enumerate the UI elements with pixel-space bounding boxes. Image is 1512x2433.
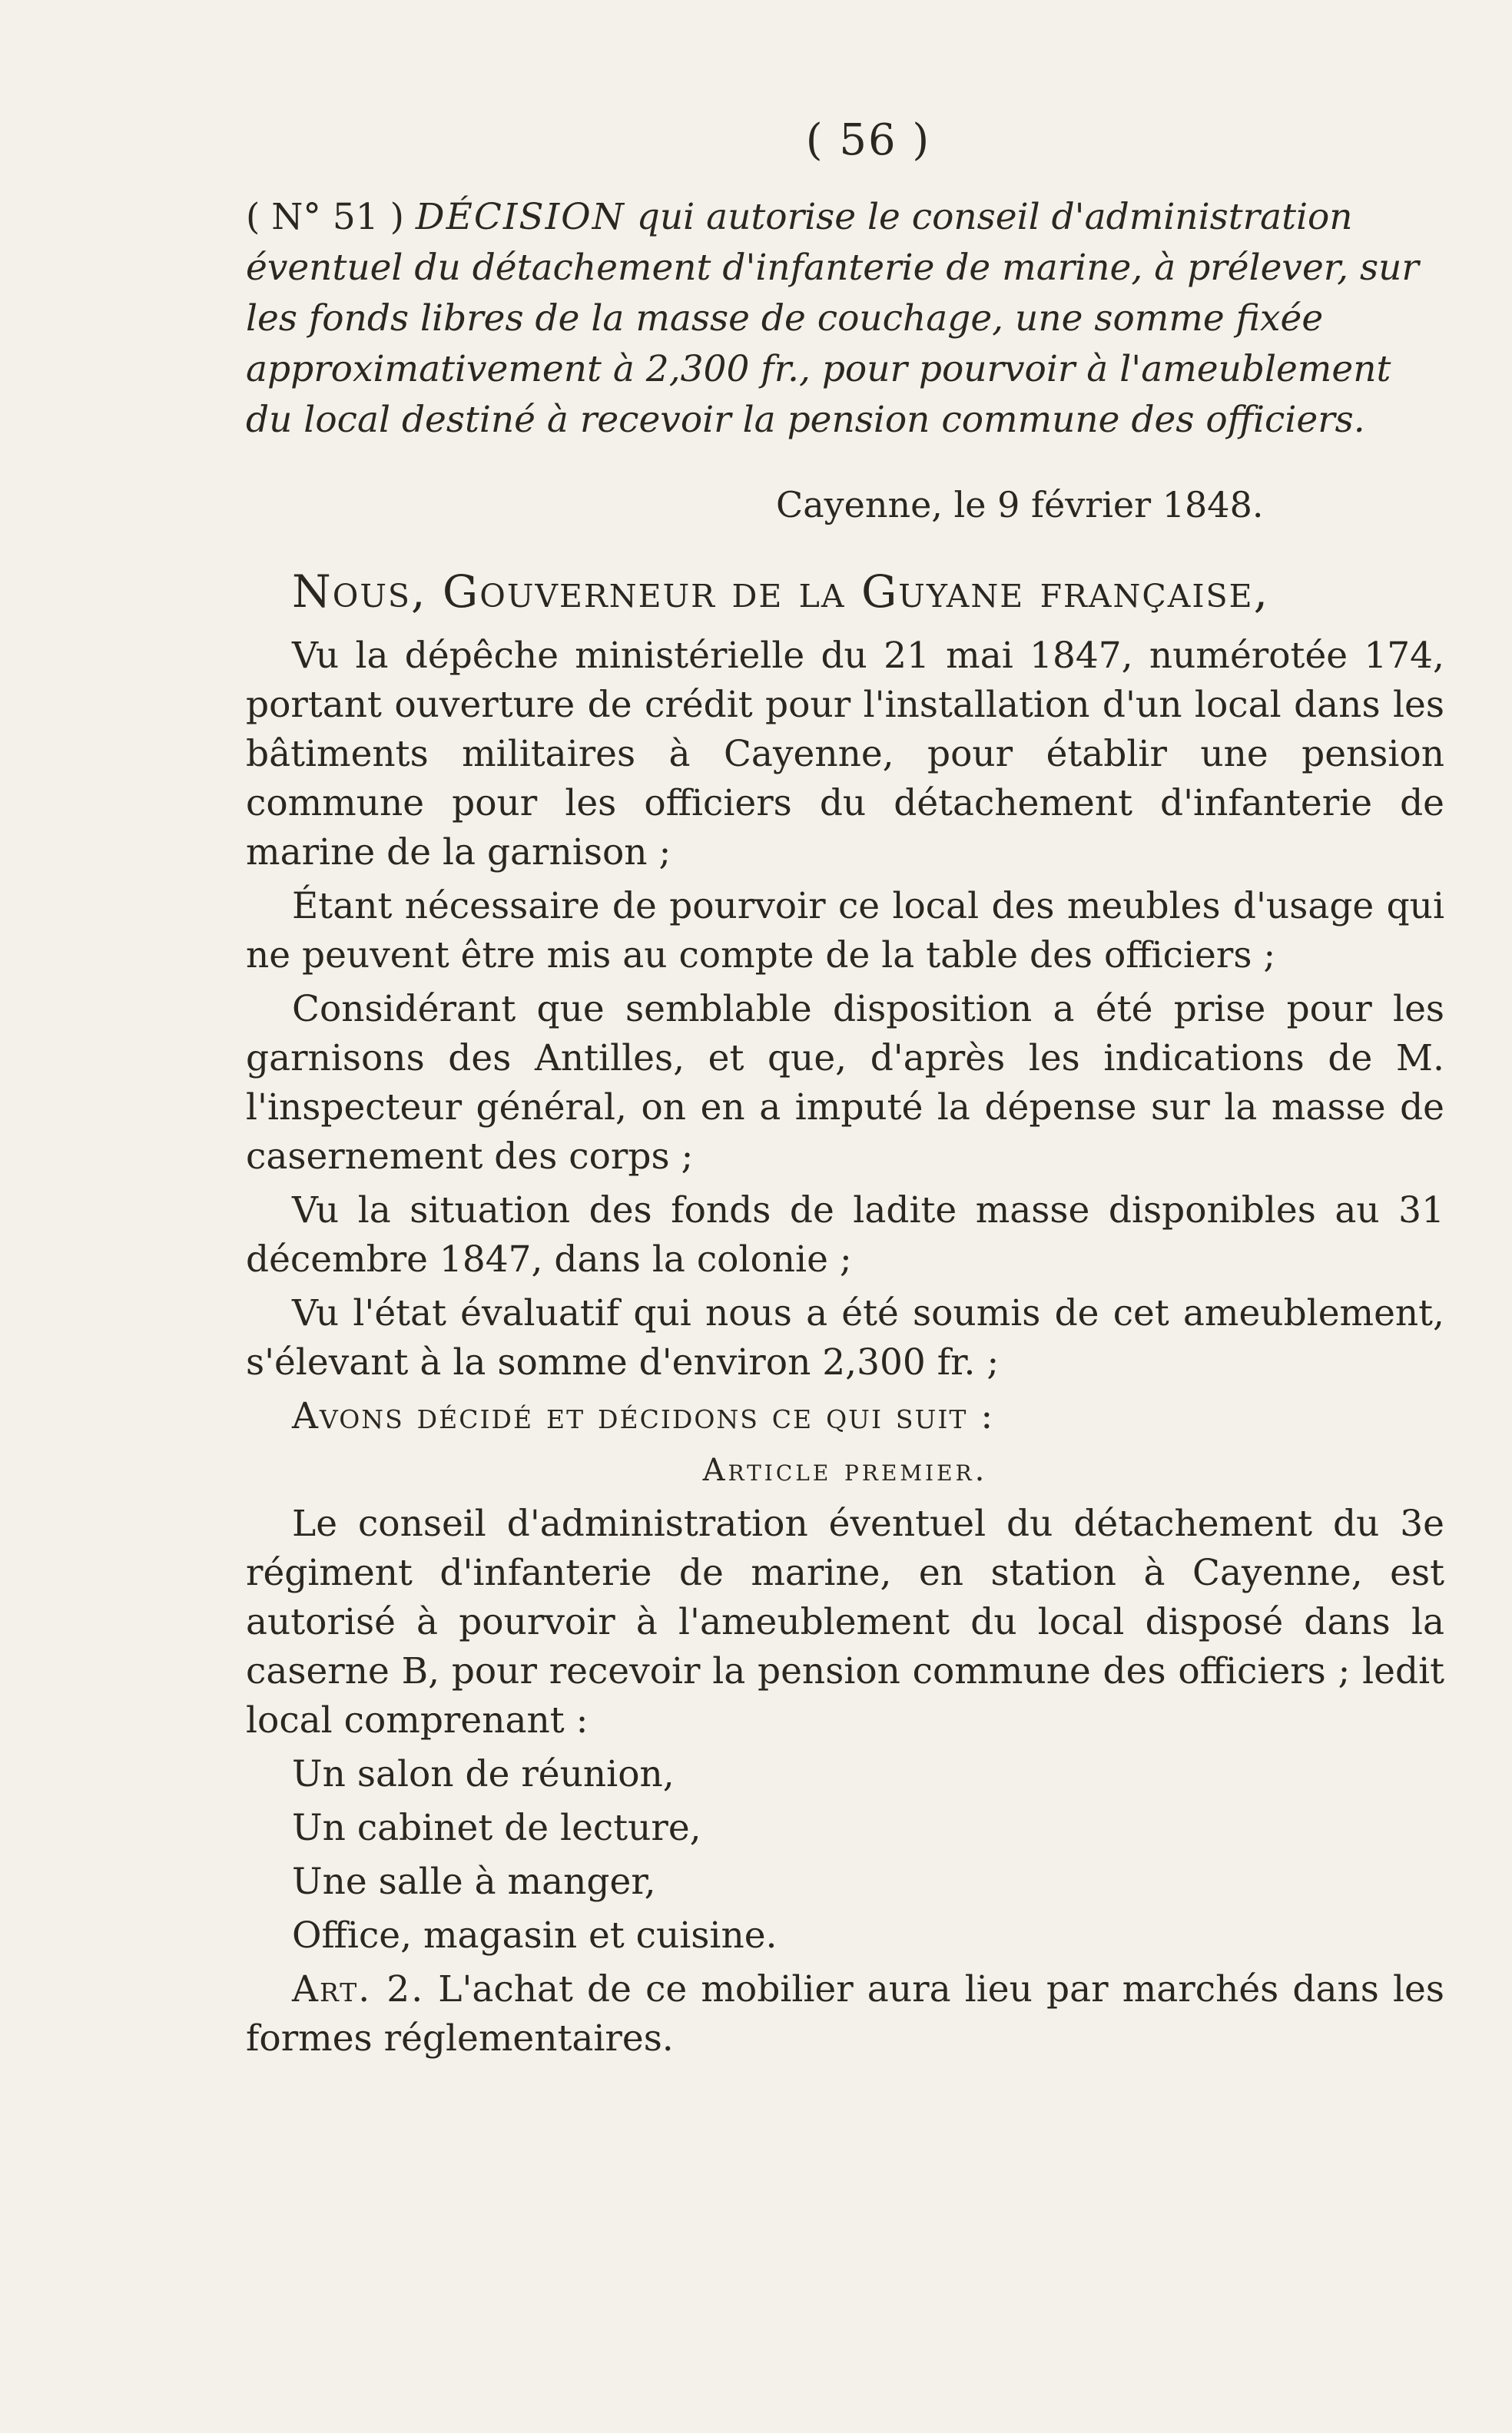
article-2 — [246, 1965, 1444, 2063]
considerant-5: Vu l'état évaluatif qui nous a été soumis de cet ameublement, s'élevant à la somme d'environ 2,300 fr. ; — [246, 1292, 1444, 1384]
list-item: Une salle à manger, — [292, 1861, 656, 1903]
article-2-label: Art. 2. — [292, 1968, 425, 2010]
considerant-1: Vu la dépêche ministérielle du 21 mai 1847, numérotée 174, portant ouverture de crédit pour l'installation d'un local dans les bâtiments militaires à Cayenne, pour établir une pension commune pour les officiers du détachement d'infanterie de marine de la garnison ; — [246, 635, 1444, 873]
decision-title-word: DÉCISION — [415, 196, 625, 238]
article-premier-text: Le conseil d'administration éventuel du détachement du 3e régiment d'infanterie de marine, en station à Cayenne, est autorisé à pourvoir à l'ameublement du local disposé dans la caserne B, pour recevoir la pension commune des officiers ; ledit local comprenant : — [246, 1503, 1444, 1742]
considerant-3: Considérant que semblable disposition a été prise pour les garnisons des Antilles, et que, d'après les indications de M. l'inspecteur général, on en a imputé la dépense sur la masse de casernement des corps ; — [246, 988, 1444, 1178]
page-number: ( 56 ) — [805, 115, 931, 165]
list-item: Office, magasin et cuisine. — [292, 1914, 778, 1957]
list-item: Un salon de réunion, — [292, 1753, 675, 1795]
document-body — [246, 561, 1444, 2068]
considerant-4: Vu la situation des fonds de ladite masse disponibles au 31 décembre 1847, dans la colonie ; — [246, 1189, 1444, 1281]
decision-summary: qui autorise le conseil d'administration éventuel du détachement d'infanterie de marine, à prélever, sur les fonds libres de la masse de couchage, une somme fixée approximativement à 2,300 fr., pour pourvoir à l'ameublement du local destiné à recevoir la pension commune des officiers. — [246, 196, 1419, 441]
decision-header — [246, 192, 1444, 446]
considerant-2: Étant nécessaire de pourvoir ce local des meubles d'usage qui ne peuvent être mis au compte de la table des officiers ; — [246, 885, 1444, 976]
decision-formula: Avons décidé et décidons ce qui suit : — [292, 1395, 995, 1437]
decision-number: ( N° 51 ) — [246, 196, 404, 238]
nous-gouverneur: Nous, Gouverneur de la Guyane française, — [292, 565, 1270, 618]
article-premier-title: Article premier. — [702, 1453, 988, 1488]
dateline: Cayenne, le 9 février 1848. — [776, 484, 1264, 525]
article-2-text: L'achat de ce mobilier aura lieu par marchés dans les formes réglementaires. — [246, 1968, 1444, 2060]
list-item: Un cabinet de lecture, — [292, 1807, 701, 1849]
